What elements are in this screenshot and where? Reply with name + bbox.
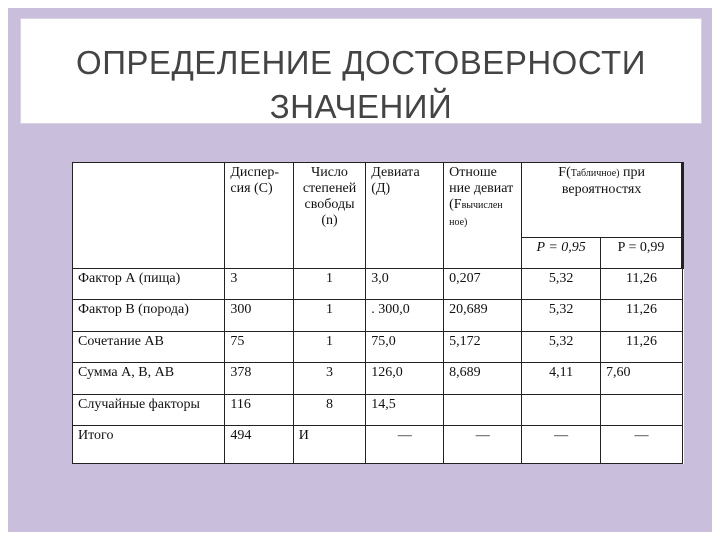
cell-ratio: 20,689 — [444, 300, 522, 331]
header-ratio-main: Отноше ние девиат (F — [449, 165, 514, 212]
title-panel — [20, 18, 702, 124]
row-label: Фактор А (пища) — [73, 269, 225, 300]
cell-p095: 5,32 — [522, 269, 601, 300]
table-row — [73, 426, 683, 464]
cell-p095: 5,32 — [522, 331, 601, 362]
cell-dof: И — [293, 426, 365, 464]
cell-dispersion: 3 — [225, 269, 293, 300]
cell-deviata: 75,0 — [366, 331, 444, 362]
cell-deviata: 126,0 — [366, 363, 444, 394]
header-f-table — [522, 163, 683, 238]
cell-dof: 1 — [293, 331, 365, 362]
cell-p099: 7,60 — [601, 363, 683, 394]
header-empty-cell — [73, 163, 225, 269]
cell-deviata: — — [366, 426, 444, 464]
table-row — [73, 331, 683, 362]
cell-dof: 3 — [293, 363, 365, 394]
header-ratio-sub: вычислен ное) — [449, 200, 503, 228]
header-deviata: Девиата (Д) — [366, 163, 444, 269]
cell-dispersion: 116 — [225, 394, 293, 425]
cell-dof: 8 — [293, 394, 365, 425]
cell-p099 — [601, 394, 683, 425]
table-row — [73, 394, 683, 425]
row-label: Случайные факторы — [73, 394, 225, 425]
cell-dof: 1 — [293, 300, 365, 331]
title-line-1: ОПРЕДЕЛЕНИЕ ДОСТОВЕРНОСТИ — [76, 44, 646, 81]
cell-deviata: 3,0 — [366, 269, 444, 300]
header-f-suffix: при вероятностях — [561, 165, 645, 197]
cell-dispersion: 75 — [225, 331, 293, 362]
cell-p099: — — [601, 426, 683, 464]
cell-dispersion: 378 — [225, 363, 293, 394]
cell-p095: 5,32 — [522, 300, 601, 331]
row-label: Фактор В (порода) — [73, 300, 225, 331]
significance-table — [72, 162, 684, 464]
cell-dispersion: 494 — [225, 426, 293, 464]
cell-deviata: 14,5 — [366, 394, 444, 425]
row-label: Сочетание АВ — [73, 331, 225, 362]
cell-dispersion: 300 — [225, 300, 293, 331]
cell-ratio: — — [444, 426, 522, 464]
cell-ratio: 0,207 — [444, 269, 522, 300]
row-label: Итого — [73, 426, 225, 464]
cell-p099: 11,26 — [601, 300, 683, 331]
table-row — [73, 269, 683, 300]
header-p099: P = 0,99 — [601, 237, 683, 268]
cell-p095: 4,11 — [522, 363, 601, 394]
cell-p095: — — [522, 426, 601, 464]
header-f-prefix: F( — [558, 165, 571, 180]
header-f-small: Табличное) — [570, 168, 620, 179]
table-row — [73, 300, 683, 331]
cell-p099: 11,26 — [601, 269, 683, 300]
table-panel — [72, 162, 684, 464]
header-dof: Число степеней свободы (n) — [293, 163, 365, 269]
header-row — [73, 163, 683, 238]
header-ratio — [444, 163, 522, 269]
title-line-2: ЗНАЧЕНИЙ — [269, 88, 453, 125]
header-p095: P = 0,95 — [522, 237, 601, 268]
cell-ratio: 8,689 — [444, 363, 522, 394]
table-row — [73, 363, 683, 394]
cell-ratio — [444, 394, 522, 425]
slide-title — [21, 41, 701, 129]
cell-deviata: . 300,0 — [366, 300, 444, 331]
header-dispersion: Диспер- сия (С) — [225, 163, 293, 269]
cell-ratio: 5,172 — [444, 331, 522, 362]
row-label: Сумма А, В, АВ — [73, 363, 225, 394]
cell-p095 — [522, 394, 601, 425]
cell-dof: 1 — [293, 269, 365, 300]
cell-p099: 11,26 — [601, 331, 683, 362]
